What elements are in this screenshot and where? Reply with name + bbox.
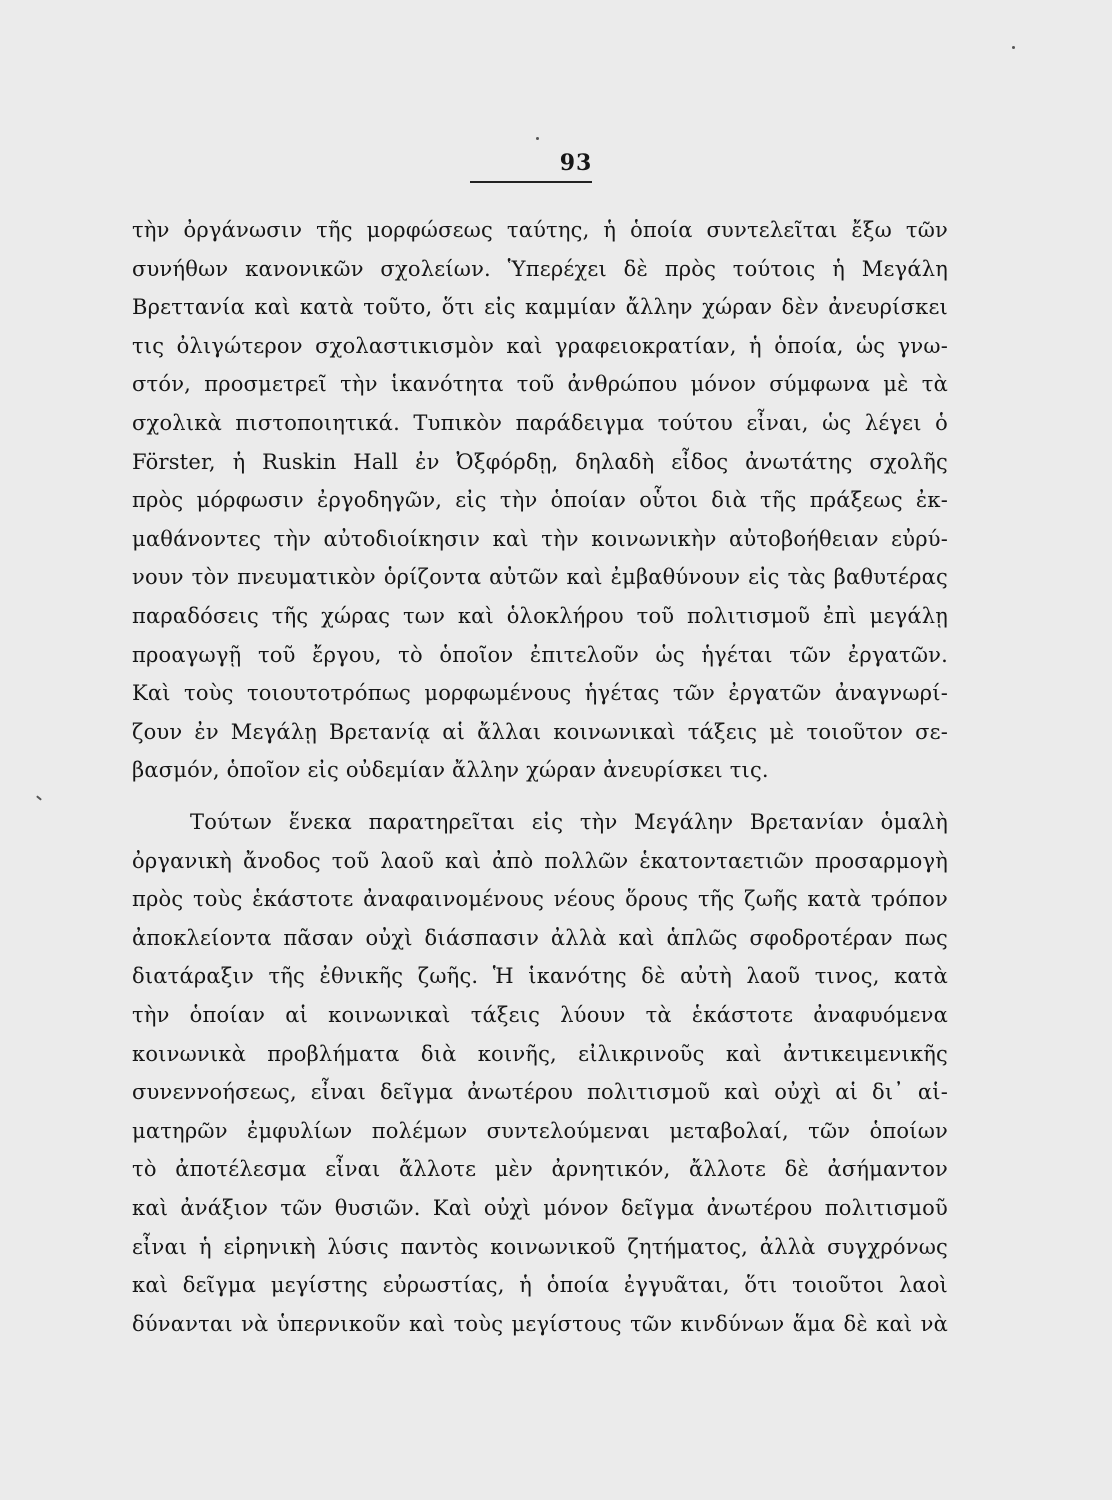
text-line: τὴν ὀργάνωσιν τῆς μορφώσεως ταύτης, ἡ ὁποία συντελεῖται ἔξω τῶν xyxy=(132,218,948,242)
text-line: στόν, προσμετρεῖ τὴν ἱκανότητα τοῦ ἀνθρώπου μόνον σύμφωνα μὲ τὰ xyxy=(132,372,948,397)
text-line: προαγωγῇ τοῦ ἔργου, τὸ ὁποῖον ἐπιτελοῦν ὡς ἡγέται τῶν ἐργατῶν. xyxy=(132,642,948,667)
page-number: 93 xyxy=(559,150,593,176)
text-line: σχολικὰ πιστοποιητικά. Τυπικὸν παράδειγμα τούτου εἶναι, ὡς λέγει ὁ xyxy=(132,410,948,435)
text-line: τὸ ἀποτέλεσμα εἶναι ἄλλοτε μὲν ἀρνητικόν, ἄλλοτε δὲ ἀσήμαντον xyxy=(132,1157,948,1182)
text-line: τις ὀλιγώτερον σχολαστικισμὸν καὶ γραφειοκρατίαν, ἡ ὁποία, ὡς γνω- xyxy=(132,333,948,358)
text-line: παραδόσεις τῆς χώρας των καὶ ὁλοκλήρου τοῦ πολιτισμοῦ ἐπὶ μεγάλῃ xyxy=(132,603,948,628)
scan-speck xyxy=(36,795,42,800)
text-line: ἀποκλείοντα πᾶσαν οὐχὶ διάσπασιν ἀλλὰ καὶ ἁπλῶς σφοδροτέραν πως xyxy=(132,925,948,950)
text-line: Βρεττανία καὶ κατὰ τοῦτο, ὅτι εἰς καμμίαν ἄλλην χώραν δὲν ἀνευρίσκει xyxy=(132,295,948,320)
text-line: διατάραξιν τῆς ἐθνικῆς ζωῆς. Ἡ ἱκανότης δὲ αὐτὴ λαοῦ τινος, κατὰ xyxy=(132,964,948,989)
scan-speck xyxy=(1012,46,1015,49)
paragraph-1 xyxy=(132,211,948,790)
text-line: νουν τὸν πνευματικὸν ὁρίζοντα αὐτῶν καὶ ἐμβαθύνουν εἰς τὰς βαθυτέρας xyxy=(132,565,948,590)
text-line: κοινωνικὰ προβλήματα διὰ κοινῆς, εἰλικρινοῦς καὶ ἀντικειμενικῆς xyxy=(132,1041,948,1066)
text-line: συνεννοήσεως, εἶναι δεῖγμα ἀνωτέρου πολιτισμοῦ καὶ οὐχὶ αἱ δι᾽ αἱ- xyxy=(132,1080,948,1105)
text-line: καὶ ἀνάξιον τῶν θυσιῶν. Καὶ οὐχὶ μόνον δεῖγμα ἀνωτέρου πολιτισμοῦ xyxy=(132,1195,948,1220)
text-line: συνήθων κανονικῶν σχολείων. Ὑπερέχει δὲ πρὸς τούτοις ἡ Μεγάλη xyxy=(132,256,948,281)
text-line: ζουν ἐν Μεγάλῃ Βρετανίᾳ αἱ ἄλλαι κοινωνικαὶ τάξεις μὲ τοιοῦτον σε- xyxy=(132,719,948,744)
page-number-rule xyxy=(470,181,592,183)
text-line: εἶναι ἡ εἰρηνικὴ λύσις παντὸς κοινωνικοῦ ζητήματος, ἀλλὰ συγχρόνως xyxy=(132,1234,948,1259)
text-line: δύνανται νὰ ὑπερνικοῦν καὶ τοὺς μεγίστους τῶν κινδύνων ἅμα δὲ καὶ νὰ xyxy=(132,1311,948,1336)
text-line: τὴν ὁποίαν αἱ κοινωνικαὶ τάξεις λύουν τὰ ἑκάστοτε ἀναφυόμενα xyxy=(132,1002,948,1027)
paragraph-2 xyxy=(132,803,948,1343)
text-line: καὶ δεῖγμα μεγίστης εὐρωστίας, ἡ ὁποία ἐγγυᾶται, ὅτι τοιοῦτοι λαοὶ xyxy=(132,1273,948,1298)
text-line: μαθάνοντες τὴν αὐτοδιοίκησιν καὶ τὴν κοινωνικὴν αὐτοβοήθειαν εὐρύ- xyxy=(132,526,948,551)
text-line: Förster, ἡ Ruskin Hall ἐν Ὀξφόρδῃ, δηλαδὴ εἶδος ἀνωτάτης σχολῆς xyxy=(132,449,948,474)
text-line: πρὸς τοὺς ἑκάστοτε ἀναφαινομένους νέους ὅρους τῆς ζωῆς κατὰ τρόπον xyxy=(132,887,948,912)
text-line: πρὸς μόρφωσιν ἐργοδηγῶν, εἰς τὴν ὁποίαν οὗτοι διὰ τῆς πράξεως ἐκ- xyxy=(132,488,948,513)
text-line: ὀργανικὴ ἄνοδος τοῦ λαοῦ καὶ ἀπὸ πολλῶν ἑκατονταετιῶν προσαρμογὴ xyxy=(132,848,948,873)
text-line: βασμόν, ὁποῖον εἰς οὐδεμίαν ἄλλην χώραν ἀνευρίσκει τις. xyxy=(132,758,769,783)
text-line: Καὶ τοὺς τοιουτοτρόπως μορφωμένους ἡγέτας τῶν ἐργατῶν ἀναγνωρί- xyxy=(132,681,948,706)
text-line: Τούτων ἕνεκα παρατηρεῖται εἰς τὴν Μεγάλην Βρετανίαν ὁμαλὴ xyxy=(190,810,948,834)
scan-speck xyxy=(536,137,539,140)
text-line: ματηρῶν ἐμφυλίων πολέμων συντελούμεναι μεταβολαί, τῶν ὁποίων xyxy=(132,1118,948,1143)
